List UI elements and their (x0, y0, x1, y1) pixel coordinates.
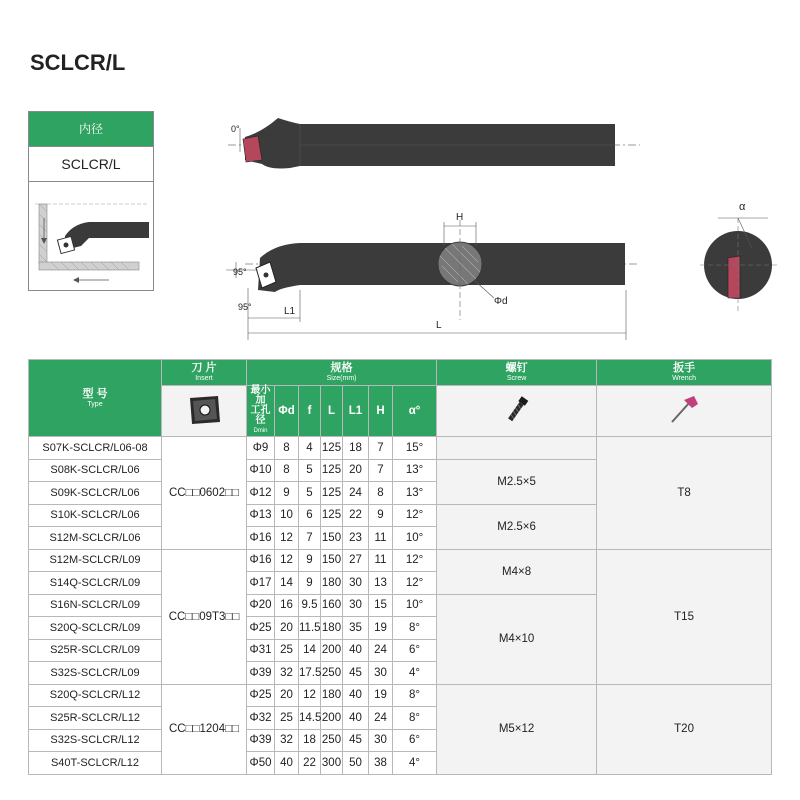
bore-type-header: 内径 (29, 112, 153, 146)
insert-cell-06: CC□□0602□□ (162, 437, 247, 550)
col-screw-header: 螺钉 Screw (437, 360, 597, 386)
wrench-cell-t15: T15 (597, 549, 772, 684)
insert-cell-12: CC□□1204□□ (162, 684, 247, 774)
insert-icon (162, 386, 247, 437)
col-insert-header: 刀 片 Insert (162, 360, 247, 386)
dim-d-label: Φd (494, 296, 508, 307)
dim-alpha-label: α (739, 201, 746, 213)
table-row: S40T-SCLCR/L12 Φ50 40 22 300 50 38 4° (29, 752, 772, 775)
table-row: S12M-SCLCR/L06 Φ16 12 7 150 23 11 10° (29, 527, 772, 550)
col-d-header: Φd (275, 386, 299, 437)
insert-cell-09: CC□□09T3□□ (162, 549, 247, 684)
table-row: S07K-SCLCR/L06-08 CC□□0602□□ Φ9 8 4 125 18 7 15° T8 (29, 437, 772, 460)
screw-cell-m4x8: M4×8 (437, 549, 597, 594)
col-type-header: 型 号 Type (29, 360, 162, 437)
screw-cell-m25x6: M2.5×6 (437, 504, 597, 549)
table-row: S25R-SCLCR/L09 Φ31 25 14 200 40 24 6° (29, 639, 772, 662)
table-row: S12M-SCLCR/L09 CC□□09T3□□ Φ16 12 9 150 27 11 12° M4×8 T15 (29, 549, 772, 572)
table-row: S14Q-SCLCR/L09 Φ17 14 9 180 30 13 12° (29, 572, 772, 595)
col-l1-header: L1 (343, 386, 369, 437)
table-row: S25R-SCLCR/L12 Φ32 25 14.5 200 40 24 8° (29, 707, 772, 730)
angle-side-label: 95° (233, 267, 247, 277)
screw-cell-m25x5: M2.5×5 (437, 459, 597, 504)
spec-table (28, 359, 772, 775)
table-row: S08K-SCLCR/L06 Φ10 8 5 125 20 7 13° M2.5×5 (29, 459, 772, 482)
dim-h-label: H (456, 212, 464, 223)
page-title: SCLCR/L (30, 50, 126, 75)
col-f-header: f (299, 386, 321, 437)
table-row: S16N-SCLCR/L09 Φ20 16 9.5 160 30 15 10° M4×10 (29, 594, 772, 617)
wrench-cell-t8: T8 (597, 437, 772, 550)
col-size-header: 规格 Size(mm) (247, 360, 437, 386)
screw-cell-m5x12: M5×12 (437, 684, 597, 774)
col-dmin-header: 最小加 工孔径 Dmin (247, 386, 275, 437)
table-row: S20Q-SCLCR/L09 Φ25 20 11.5 180 35 19 8° (29, 617, 772, 640)
bore-type-name: SCLCR/L (29, 146, 153, 182)
angle-top-label: 0° (231, 124, 240, 134)
wrench-icon (597, 386, 772, 437)
dim-l1-label: L1 (284, 306, 296, 317)
screw-cell-m4x10: M4×10 (437, 594, 597, 684)
table-row: S20Q-SCLCR/L12 CC□□1204□□ Φ25 20 12 180 40 19 8° M5×12 T20 (29, 684, 772, 707)
col-wrench-header: 扳手 Wrench (597, 360, 772, 386)
screw-icon (437, 386, 597, 437)
tool-drawing (0, 0, 800, 350)
col-l-header: L (321, 386, 343, 437)
dim-l-label: L (436, 320, 442, 331)
col-h-header: H (369, 386, 393, 437)
wrench-cell-t20: T20 (597, 684, 772, 774)
table-row: S09K-SCLCR/L06 Φ12 9 5 125 24 8 13° (29, 482, 772, 505)
table-row: S10K-SCLCR/L06 Φ13 10 6 125 22 9 12° M2.5×6 (29, 504, 772, 527)
angle-bottom-label: 95° (238, 302, 252, 312)
table-row: S32S-SCLCR/L12 Φ39 32 18 250 45 30 6° (29, 729, 772, 752)
table-row: S32S-SCLCR/L09 Φ39 32 17.5 250 45 30 4° (29, 662, 772, 685)
col-alpha-header: α° (393, 386, 437, 437)
